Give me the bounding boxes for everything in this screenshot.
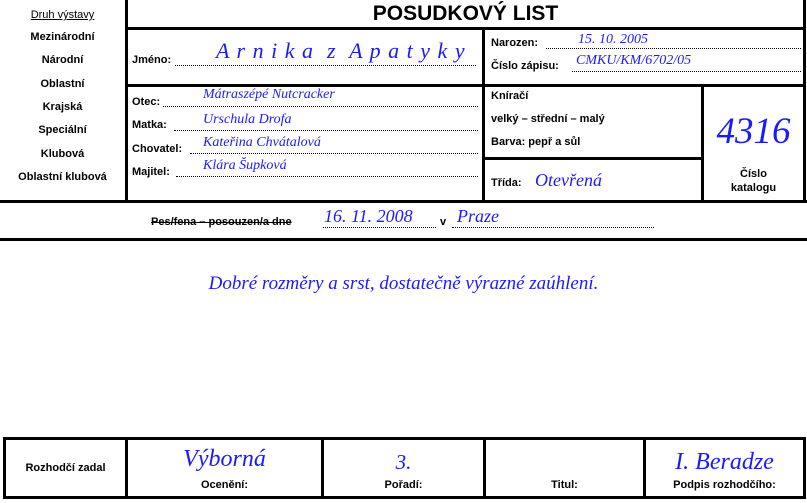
divider (482, 157, 704, 160)
born-label: Narozen: (491, 37, 539, 49)
mother-value: Urschula Drofa (203, 112, 292, 127)
registration-label: Číslo zápisu: (491, 60, 559, 72)
born-value: 15. 10. 2005 (578, 32, 648, 47)
owner-label: Majitel: (132, 166, 170, 178)
father-value: Mátraszépé Nutcracker (203, 87, 335, 102)
show-type-heading: Druh výstavy (30, 9, 95, 21)
show-type-panel (0, 0, 125, 200)
order-value: 3. (395, 450, 412, 474)
registration-value: CMKU/KM/6702/05 (576, 53, 692, 68)
breeder-line (190, 153, 478, 154)
breeder-label: Chovatel: (132, 143, 183, 155)
divider (125, 27, 806, 30)
registration-line (572, 71, 801, 72)
class-value: Otevřená (535, 170, 602, 190)
breeder-value: Kateřina Chvátalová (203, 135, 321, 150)
owner-line (176, 176, 478, 177)
breed-title: Kníračí (491, 90, 529, 102)
show-type-item: Oblastní (40, 78, 85, 90)
father-label: Otec: (132, 96, 161, 108)
judged-in-label: v (440, 216, 447, 228)
show-type-item: Národní (41, 54, 84, 66)
rating-value: Výborná (183, 446, 266, 472)
born-line (546, 48, 801, 49)
assessment-text: Dobré rozměry a srst, dostatečně výrazné zaúhlení. (208, 273, 599, 294)
divider (125, 0, 128, 203)
title-label: Titul: (551, 479, 578, 491)
judged-date: 16. 11. 2008 (324, 206, 413, 226)
father-line (163, 106, 478, 107)
judged-label: Pes/fena – posouzen/a dne (151, 216, 292, 228)
owner-value: Klára Šupková (203, 158, 287, 173)
divider (0, 238, 807, 241)
name-label: Jméno: (132, 54, 172, 66)
name-line (175, 65, 476, 66)
show-type-item: Mezinárodní (30, 31, 95, 43)
rating-label: Ocenění: (200, 479, 249, 491)
judge-signature-label: Podpis rozhodčího: (673, 479, 776, 491)
judge-gave-label: Rozhodčí zadal (25, 462, 106, 474)
mother-line (174, 130, 478, 131)
show-type-item: Klubová (40, 148, 85, 160)
name-value: A r n i k a z A p a t y k y (216, 38, 466, 63)
show-type-item: Speciální (38, 124, 87, 136)
page-title: POSUDKOVÝ LIST (372, 2, 559, 25)
catalog-label (704, 167, 803, 195)
judged-place-line (452, 227, 654, 228)
divider (0, 200, 807, 203)
judge-signature: I. Beradze (675, 449, 774, 475)
catalog-number: 4316 (716, 111, 791, 152)
divider (482, 27, 485, 203)
breed-sizes: velký – střední – malý (491, 113, 605, 125)
judged-date-line (323, 227, 436, 228)
order-label: Pořadí: (384, 479, 423, 491)
mother-label: Matka: (132, 119, 167, 131)
catalog-label-line1: Číslo (740, 168, 767, 180)
divider (803, 0, 806, 203)
show-type-item: Oblastní klubová (18, 171, 107, 183)
breed-color: Barva: pepř a sůl (491, 136, 581, 148)
catalog-label-line2: katalogu (730, 182, 777, 194)
judged-place: Praze (457, 206, 499, 226)
show-type-item: Krajská (42, 101, 83, 113)
class-label: Třída: (491, 177, 522, 189)
